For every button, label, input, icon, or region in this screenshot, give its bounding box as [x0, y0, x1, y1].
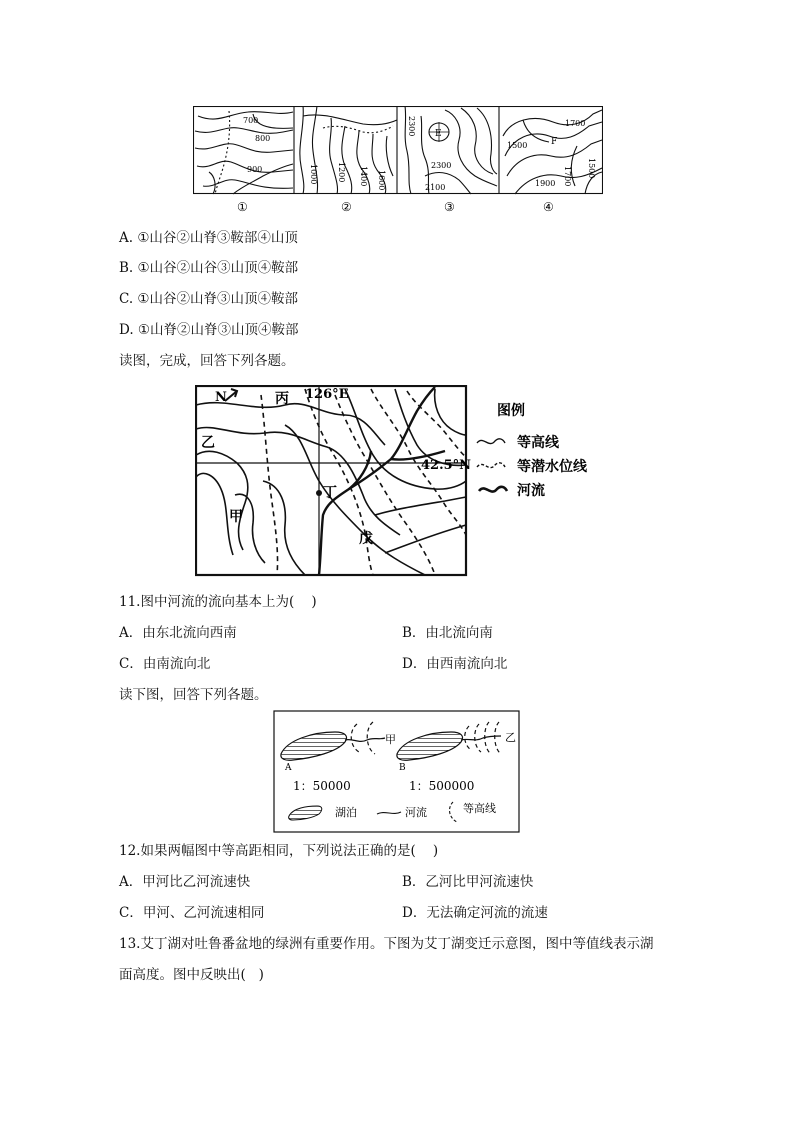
p4-label-1500: 1500	[507, 141, 528, 150]
map-water-table-lines	[261, 389, 466, 575]
contour-panels-svg	[193, 106, 603, 216]
lake-b-icon	[397, 732, 463, 760]
p2-label-1400: 1400	[359, 166, 368, 187]
p4-label-1500b: 1500	[587, 158, 596, 179]
map-label-yi: 乙	[201, 435, 215, 451]
p1-label-900: 900	[247, 165, 263, 174]
map-river	[319, 387, 445, 575]
intro-read-figure: 读图，完成，回答下列各题。	[119, 353, 295, 369]
q11-option-c: C．由南流向北	[119, 656, 211, 672]
q11-option-a: A．由东北流向西南	[119, 625, 237, 641]
q12-option-d: D．无法确定河流的流速	[402, 905, 548, 921]
panel-label-4: ④	[543, 200, 554, 214]
contour-panels-figure	[193, 106, 603, 216]
lake-label-jia: 甲	[385, 733, 396, 746]
legend-contour-label: 等高线	[517, 435, 559, 451]
intro-read-next: 读下图，回答下列各题。	[119, 687, 268, 703]
lakes-figure	[273, 710, 521, 834]
q12-option-a: A．甲河比乙河流速快	[119, 874, 251, 890]
q13-stem-line1: 13.艾丁湖对吐鲁番盆地的绿洲有重要作用。下图为艾丁湖变迁示意图，图中等值线表示湖	[119, 936, 654, 952]
map-frame	[196, 386, 466, 575]
panel3-contours	[405, 106, 497, 194]
legend-river-icon	[479, 487, 507, 492]
legend-river-line-icon	[377, 812, 401, 814]
lake-a-icon	[281, 732, 347, 760]
map-contours	[196, 389, 466, 575]
map-label-ding: 丁	[323, 485, 337, 501]
legend-river-label: 河流	[405, 806, 427, 819]
panel-label-1: ①	[237, 200, 248, 214]
legend-lake-icon	[289, 806, 322, 820]
lake-label-b: B	[399, 763, 406, 773]
legend-river-label: 河流	[517, 483, 545, 499]
map-label-lon: 126°E	[305, 387, 349, 402]
q10-option-a: A. ①山谷②山脊③鞍部④山顶	[119, 230, 298, 246]
p2-label-1200: 1200	[337, 162, 346, 183]
p1-label-700: 700	[243, 116, 259, 125]
legend-water-icon	[477, 463, 505, 468]
legend-title: 图例	[497, 403, 525, 419]
p4-label-1700b: 1700	[563, 166, 572, 187]
p4-label-f: F	[551, 137, 558, 147]
q12-option-b: B．乙河比甲河流速快	[402, 874, 534, 890]
legend-contour-line-icon	[450, 802, 457, 822]
q13-stem-line2: 面高度。图中反映出( )	[119, 967, 264, 983]
scale-a: 1：50000	[293, 779, 351, 793]
contour-a2-line	[367, 722, 375, 754]
p2-label-1000: 1000	[309, 164, 318, 185]
q10-option-b: B. ①山谷②山谷③山顶④鞍部	[119, 260, 299, 276]
contour-a1-line	[351, 724, 359, 752]
q12-option-c: C．甲河、乙河流速相同	[119, 905, 265, 921]
q11-stem: 11.图中河流的流向基本上为( )	[119, 594, 317, 610]
contour-b4-line	[495, 722, 501, 754]
lakes-svg	[273, 710, 521, 834]
map-label-jia: 甲	[229, 509, 243, 525]
contour-b3-line	[485, 722, 491, 754]
lake-label-yi: 乙	[505, 731, 516, 744]
p3-label-2300b: 2300	[431, 161, 452, 170]
groundwater-map-svg	[195, 385, 600, 580]
p4-label-1700: 1700	[565, 119, 586, 128]
panel-label-3: ③	[444, 200, 455, 214]
q10-option-d: D. ①山脊②山脊③山顶④鞍部	[119, 322, 299, 338]
map-label-north: N	[215, 390, 227, 405]
scale-b: 1：500000	[409, 779, 475, 793]
p3-label-e: E	[435, 129, 442, 139]
p3-label-2100: 2100	[425, 183, 446, 192]
groundwater-map-figure	[195, 385, 600, 580]
p2-label-1600: 1600	[377, 170, 386, 191]
legend-lake-label: 湖泊	[335, 806, 357, 819]
p3-label-2300: 2300	[407, 116, 416, 137]
contour-b1-line	[465, 726, 471, 750]
panel-label-2: ②	[341, 200, 352, 214]
map-label-bing: 丙	[275, 391, 289, 407]
legend-water-label: 等潜水位线	[517, 459, 587, 475]
point-ding-icon	[316, 490, 322, 496]
legend-contour-label: 等高线	[463, 802, 496, 815]
q10-option-c: C. ①山谷②山脊③山顶④鞍部	[119, 291, 299, 307]
lake-label-a: A	[285, 763, 292, 773]
q12-stem: 12.如果两幅图中等高距相同，下列说法正确的是( )	[119, 843, 439, 859]
map-label-lat: 42.5°N	[421, 458, 472, 473]
q11-option-d: D．由西南流向北	[402, 656, 508, 672]
contour-b2-line	[475, 724, 481, 752]
p1-label-800: 800	[255, 134, 271, 143]
legend-contour-icon	[477, 439, 505, 444]
p4-label-1900: 1900	[535, 179, 556, 188]
panel2-dotted-line	[323, 126, 393, 133]
q11-option-b: B．由北流向南	[402, 625, 493, 641]
map-label-wu: 戊	[359, 531, 373, 547]
